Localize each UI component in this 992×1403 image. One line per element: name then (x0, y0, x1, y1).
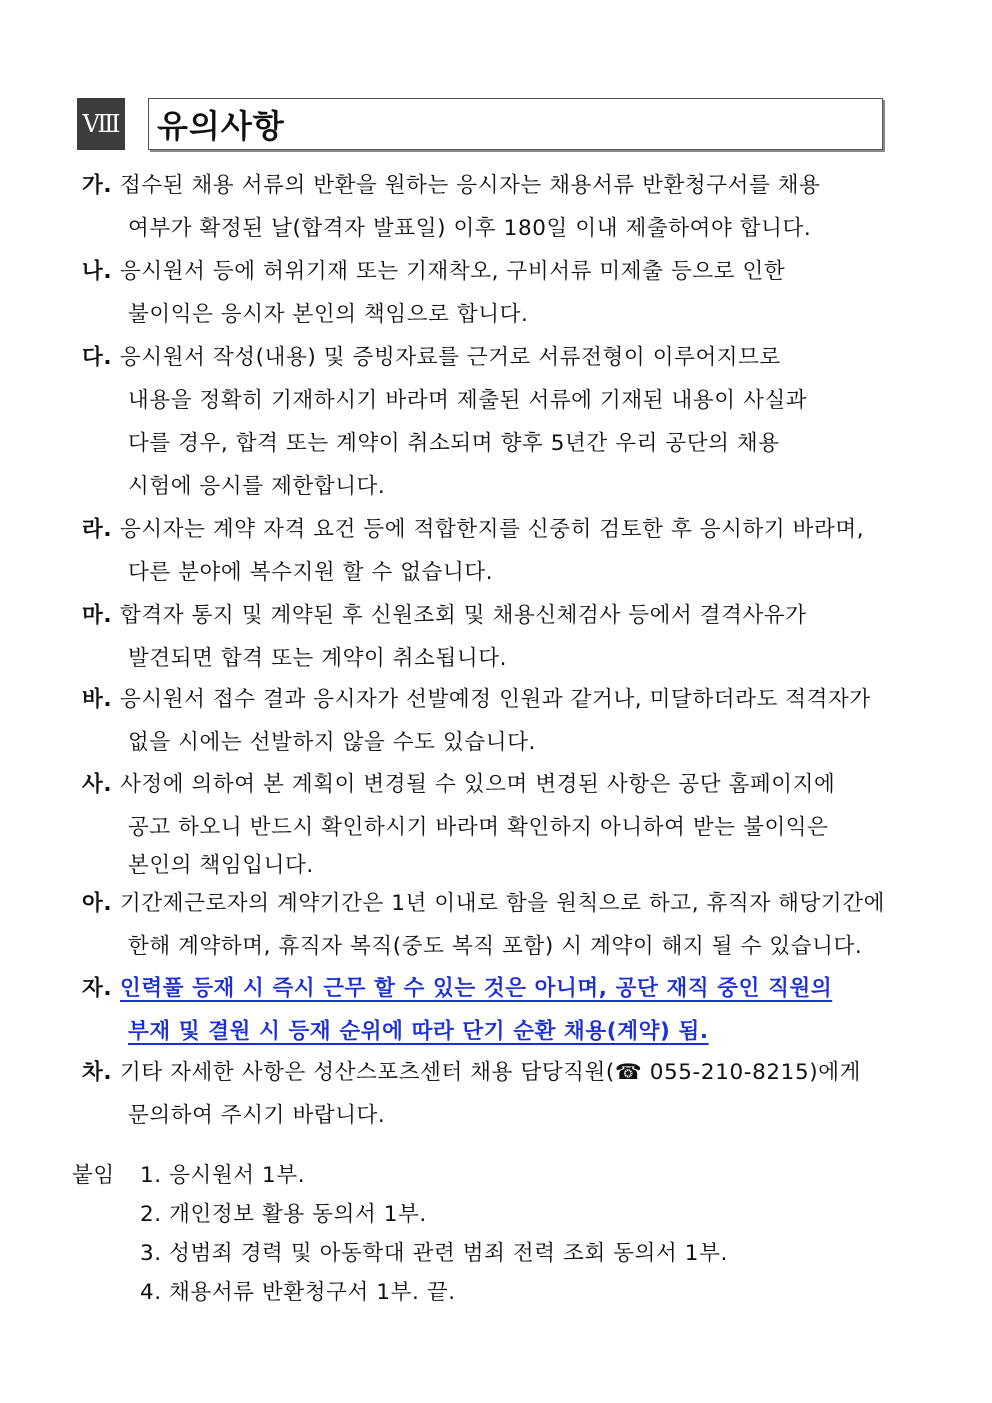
note-text: 시험에 응시를 제한합니다. (128, 474, 386, 499)
note-marker: 아. (82, 891, 113, 916)
note-text: 접수된 채용 서류의 반환을 원하는 응시자는 채용서류 반환청구서를 채용 (120, 173, 821, 198)
note-text: 한해 계약하며, 휴직자 복직(중도 복직 포함) 시 계약이 해지 될 수 있습니다. (128, 934, 863, 959)
note-marker: 가. (82, 173, 113, 198)
note-marker: 차. (82, 1060, 113, 1085)
note-marker: 자. (82, 976, 113, 1001)
note-text: 여부가 확정된 날(합격자 발표일) 이후 180일 이내 제출하여야 합니다. (128, 216, 812, 241)
note-text: 응시자는 계약 자격 요건 등에 적합한지를 신중히 검토한 후 응시하기 바라며, (120, 517, 865, 542)
note-ra (82, 508, 927, 594)
attachment-item: 4. 채용서류 반환청구서 1부. 끝. (140, 1280, 456, 1305)
note-text: 응시원서 등에 허위기재 또는 기재착오, 구비서류 미제출 등으로 인한 (120, 259, 786, 284)
note-text: 응시원서 접수 결과 응시자가 선발예정 인원과 같거나, 미달하더라도 적격자가 (120, 687, 871, 712)
note-text: 기타 자세한 사항은 성산스포츠센터 채용 담당직원(☎ 055-210-8215)에게 (120, 1060, 861, 1085)
note-marker: 라. (82, 517, 113, 542)
section-number-badge (77, 98, 125, 150)
note-ba (82, 678, 927, 764)
note-sa (82, 763, 927, 883)
note-text: 없을 시에는 선발하지 않을 수도 있습니다. (128, 730, 536, 755)
attachment-item: 2. 개인정보 활용 동의서 1부. (140, 1202, 427, 1227)
note-ma (82, 594, 927, 680)
note-a (82, 882, 927, 968)
note-ja (82, 967, 927, 1053)
note-marker: 나. (82, 259, 113, 284)
note-da (82, 336, 927, 508)
section-number: Ⅷ (82, 110, 120, 138)
note-text: 내용을 정확히 기재하시기 바라며 제출된 서류에 기재된 내용이 사실과 (128, 388, 808, 413)
note-text: 사정에 의하여 본 계획이 변경될 수 있으며 변경된 사항은 공단 홈페이지에 (120, 772, 836, 797)
attachments-label: 붙임 (72, 1163, 115, 1188)
note-cha (82, 1051, 927, 1137)
note-text: 불이익은 응시자 본인의 책임으로 합니다. (128, 302, 529, 327)
note-marker: 사. (82, 772, 113, 797)
note-text: 다를 경우, 합격 또는 계약이 취소되며 향후 5년간 우리 공단의 채용 (128, 431, 780, 456)
note-marker: 바. (82, 687, 113, 712)
note-marker: 다. (82, 345, 113, 370)
note-text: 공고 하오니 반드시 확인하시기 바라며 확인하지 아니하여 받는 불이익은 (128, 815, 829, 840)
note-text: 응시원서 작성(내용) 및 증빙자료를 근거로 서류전형이 이루어지므로 (120, 345, 781, 370)
note-ga (82, 164, 927, 250)
note-marker: 마. (82, 603, 113, 628)
note-highlight-text: 인력풀 등재 시 즉시 근무 할 수 있는 것은 아니며, 공단 재직 중인 직원의 (120, 976, 833, 1001)
note-na (82, 250, 927, 336)
note-text: 발견되면 합격 또는 계약이 취소됩니다. (128, 646, 508, 671)
section-title: 유의사항 (157, 107, 285, 145)
note-text: 합격자 통지 및 계약된 후 신원조회 및 채용신체검사 등에서 결격사유가 (120, 603, 807, 628)
attachment-item: 3. 성범죄 경력 및 아동학대 관련 범죄 전력 조회 동의서 1부. (140, 1241, 728, 1266)
note-text: 기간제근로자의 계약기간은 1년 이내로 함을 원칙으로 하고, 휴직자 해당기간에 (120, 891, 885, 916)
section-title-box (148, 98, 883, 150)
note-text: 본인의 책임입니다. (128, 853, 314, 878)
note-text: 다른 분야에 복수지원 할 수 없습니다. (128, 560, 494, 585)
note-text: 문의하여 주시기 바랍니다. (128, 1103, 386, 1128)
attachment-item: 1. 응시원서 1부. (140, 1163, 306, 1188)
note-highlight-text: 부재 및 결원 시 등재 순위에 따라 단기 순환 채용(계약) 됨. (128, 1019, 709, 1044)
attachments-list (72, 1156, 932, 1312)
section-header (77, 98, 883, 150)
